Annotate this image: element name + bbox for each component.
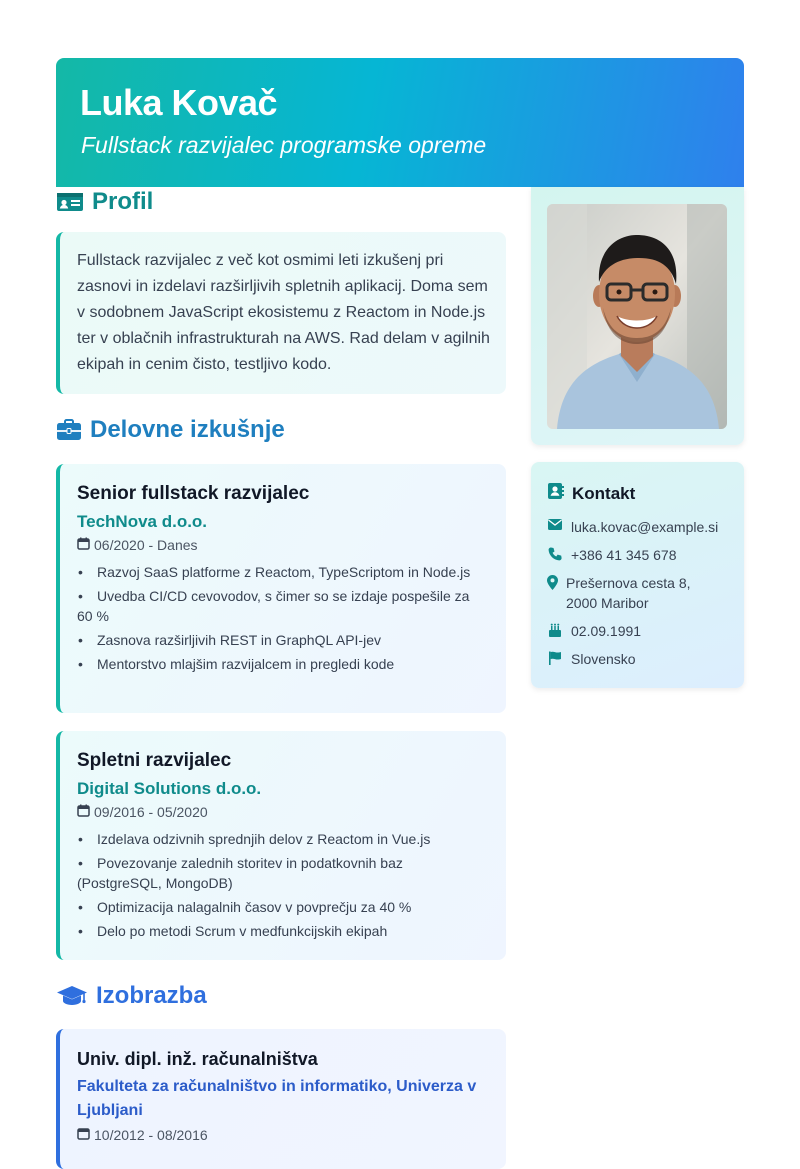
list-item: • Optimizacija nalagalnih časov v povprečju za 40 % (77, 897, 488, 917)
job-bullets (77, 829, 488, 941)
job-title: Spletni razvijalec (77, 750, 232, 771)
cv-header (56, 58, 744, 187)
education-heading-label: Izobrazba (96, 982, 207, 1009)
list-item: • Mentorstvo mlajšim razvijalcem in pregledi kode (77, 654, 488, 674)
graduation-cap-icon (56, 985, 88, 1007)
photo-frame (531, 187, 744, 445)
contact-email[interactable] (547, 517, 728, 537)
contact-address-text: Prešernova cesta 8, 2000 Maribor (566, 575, 691, 611)
job-date (77, 803, 488, 821)
job-card (56, 464, 506, 713)
profile-text: Fullstack razvijalec z več kot osmimi leti izkušenj pri zasnovi in izdelavi razširljivih spletnih aplikacij. Doma sem v sodobnem JavaScript ekosistemu z Reactom in Node.js ter v oblačnih infrastrukturah na AWS. Rad delam v agilnih ekipah in cenim čisto, testljivo kodo. (77, 252, 490, 373)
education-school: Fakulteta za računalništvo in informatiko, Univerza v Ljubljani (77, 1078, 477, 1119)
contact-birthday (547, 621, 728, 641)
calendar-icon (77, 803, 90, 821)
job-card (56, 731, 506, 960)
education-degree: Univ. dipl. inž. računalništva (77, 1049, 318, 1069)
contact-heading (547, 482, 728, 505)
education-date-text: 10/2012 - 08/2016 (94, 1127, 208, 1143)
job-date-text: 09/2016 - 05/2020 (94, 804, 208, 820)
profile-photo (547, 204, 727, 429)
profile-heading (56, 188, 153, 216)
contact-card (531, 462, 744, 688)
contact-address (547, 573, 728, 613)
contact-birthday-text: 02.09.1991 (571, 623, 642, 639)
list-item: • Razvoj SaaS platforme z Reactom, TypeScriptom in Node.js (77, 562, 488, 582)
list-item: • Uvedba CI/CD cevovodov, s čimer so se izdaje pospešile za 60 % (77, 586, 488, 626)
phone-icon (547, 545, 563, 561)
briefcase-icon (56, 419, 82, 441)
experience-heading (56, 416, 285, 444)
job-date (77, 536, 488, 554)
education-date (77, 1127, 488, 1143)
job-company: Digital Solutions d.o.o. (77, 779, 262, 798)
contact-email-text: luka.kovac@example.si (571, 519, 719, 535)
calendar-icon (77, 536, 90, 554)
map-marker-icon (547, 573, 558, 590)
profile-heading-label: Profil (92, 188, 154, 215)
job-bullets (77, 562, 488, 674)
education-card (56, 1029, 506, 1169)
birthday-cake-icon (547, 621, 563, 637)
person-name: Luka Kovač (80, 82, 278, 123)
envelope-icon (547, 517, 563, 530)
contact-country-text: Slovensko (571, 651, 636, 667)
list-item: • Delo po metodi Scrum v medfunkcijskih ekipah (77, 921, 488, 941)
flag-icon (547, 649, 563, 665)
education-heading (56, 982, 207, 1010)
person-title: Fullstack razvijalec programske opreme (81, 132, 487, 158)
contact-country (547, 649, 728, 669)
contact-phone-text: +386 41 345 678 (571, 547, 677, 563)
id-card-icon (56, 191, 84, 213)
list-item: • Izdelava odzivnih sprednjih delov z Reactom in Vue.js (77, 829, 488, 849)
experience-heading-label: Delovne izkušnje (90, 416, 285, 443)
address-book-icon (547, 482, 564, 505)
calendar-icon (77, 1127, 90, 1143)
list-item: • Povezovanje zalednih storitev in podatkovnih baz (PostgreSQL, MongoDB) (77, 853, 488, 893)
contact-heading-label: Kontakt (572, 483, 636, 503)
contact-phone[interactable] (547, 545, 728, 565)
profile-card (56, 232, 506, 394)
job-company: TechNova d.o.o. (77, 512, 208, 531)
job-title: Senior fullstack razvijalec (77, 483, 310, 504)
job-date-text: 06/2020 - Danes (94, 537, 198, 553)
list-item: • Zasnova razširljivih REST in GraphQL API-jev (77, 630, 488, 650)
